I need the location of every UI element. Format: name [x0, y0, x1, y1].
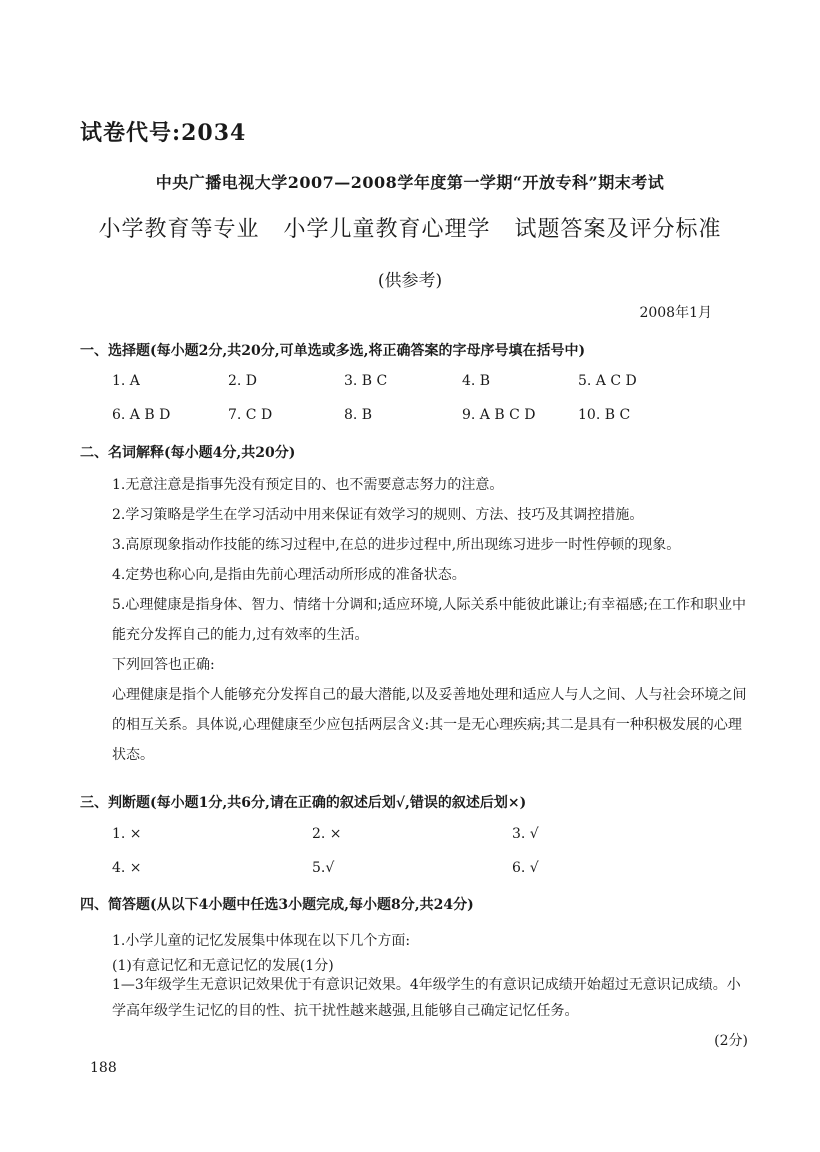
definition-5: 5.心理健康是指身体、智力、情绪十分调和;适应环境,人际关系中能彼此谦让;有幸福感;在工作和职业中能充分发挥自己的能力,过有效率的生活。 — [112, 597, 746, 643]
subject-major: 小学教育等专业 — [98, 217, 260, 242]
definition-4: 4.定势也称心向,是指由先前心理活动所形成的准备状态。 — [112, 567, 466, 583]
answer-item: 5.√ — [312, 860, 335, 876]
definition-1: 1.无意注意是指事先没有预定目的、也不需要意志努力的注意。 — [112, 477, 504, 493]
answer-item: 5. A C D — [578, 373, 637, 389]
section-1-title: 一、选择题(每小题2分,共20分,可单选或多选,将正确答案的字母序号填在括号中) — [80, 343, 586, 359]
answer-item: 6. √ — [512, 860, 539, 876]
answer-item: 2. D — [228, 373, 258, 389]
exam-date: 2008年1月 — [639, 305, 712, 321]
exam-title: 中央广播电视大学2007—2008学年度第一学期“开放专科”期末考试 — [155, 173, 665, 192]
alt-answer-note: 下列回答也正确: — [112, 657, 215, 673]
answer-item: 1. × — [112, 826, 142, 842]
page-number: 188 — [90, 1060, 117, 1076]
answer-item: 10. B C — [578, 407, 631, 423]
answer-item: 7. C D — [228, 407, 273, 423]
answer-item: 3. √ — [512, 826, 539, 842]
answer-item: 3. B C — [344, 373, 388, 389]
subject-course: 小学儿童教育心理学 — [283, 217, 491, 242]
s2-content — [80, 470, 748, 770]
section-2-title: 二、名词解释(每小题4分,共20分) — [80, 445, 296, 461]
subject-doc: 试题答案及评分标准 — [514, 217, 722, 242]
subject-title — [0, 212, 820, 243]
answer-item: 9. A B C D — [462, 407, 536, 423]
section-3-title: 三、判断题(每小题1分,共6分,请在正确的叙述后划√,错误的叙述后划×) — [80, 795, 527, 811]
section-4-title: 四、简答题(从以下4小题中任选3小题完成,每小题8分,共24分) — [80, 897, 474, 913]
answer-item: 4. B — [462, 373, 491, 389]
s4-q1-paragraph: 1—3年级学生无意识记效果优于有意识记效果。4年级学生的有意识记成绩开始超过无意识记成绩。小学高年级学生记忆的目的性、抗干扰性越来越强,且能够自己确定记忆任务。 — [112, 977, 741, 1019]
answer-item: 8. B — [344, 407, 373, 423]
alt-answer: 心理健康是指个人能够充分发挥自己的最大潜能,以及妥善地处理和适应人与人之间、人与社会环境之间的相互关系。具体说,心理健康至少应包括两层含义:其一是无心理疾病;其二是具有一种积极发展的心理状态。 — [112, 687, 747, 763]
answer-item: 4. × — [112, 860, 142, 876]
s4-q1-point-1: (1)有意记忆和无意记忆的发展(1分) — [112, 958, 334, 974]
definition-3: 3.高原现象指动作技能的练习过程中,在总的进步过程中,所出现练习进步一时性停顿的现象。 — [112, 537, 681, 553]
answer-item: 1. A — [112, 373, 140, 389]
s4-score: (2分) — [714, 1033, 748, 1049]
s4-q1-intro: 1.小学儿童的记忆发展集中体现在以下几个方面: — [112, 933, 411, 949]
reference-note: (供参考) — [377, 271, 443, 291]
answer-item: 2. × — [312, 826, 342, 842]
paper-code: 试卷代号:2034 — [80, 120, 247, 146]
answer-item: 6. A B D — [112, 407, 171, 423]
s4-q1-content — [80, 972, 748, 1024]
definition-2: 2.学习策略是学生在学习活动中用来保证有效学习的规则、方法、技巧及其调控措施。 — [112, 507, 644, 523]
